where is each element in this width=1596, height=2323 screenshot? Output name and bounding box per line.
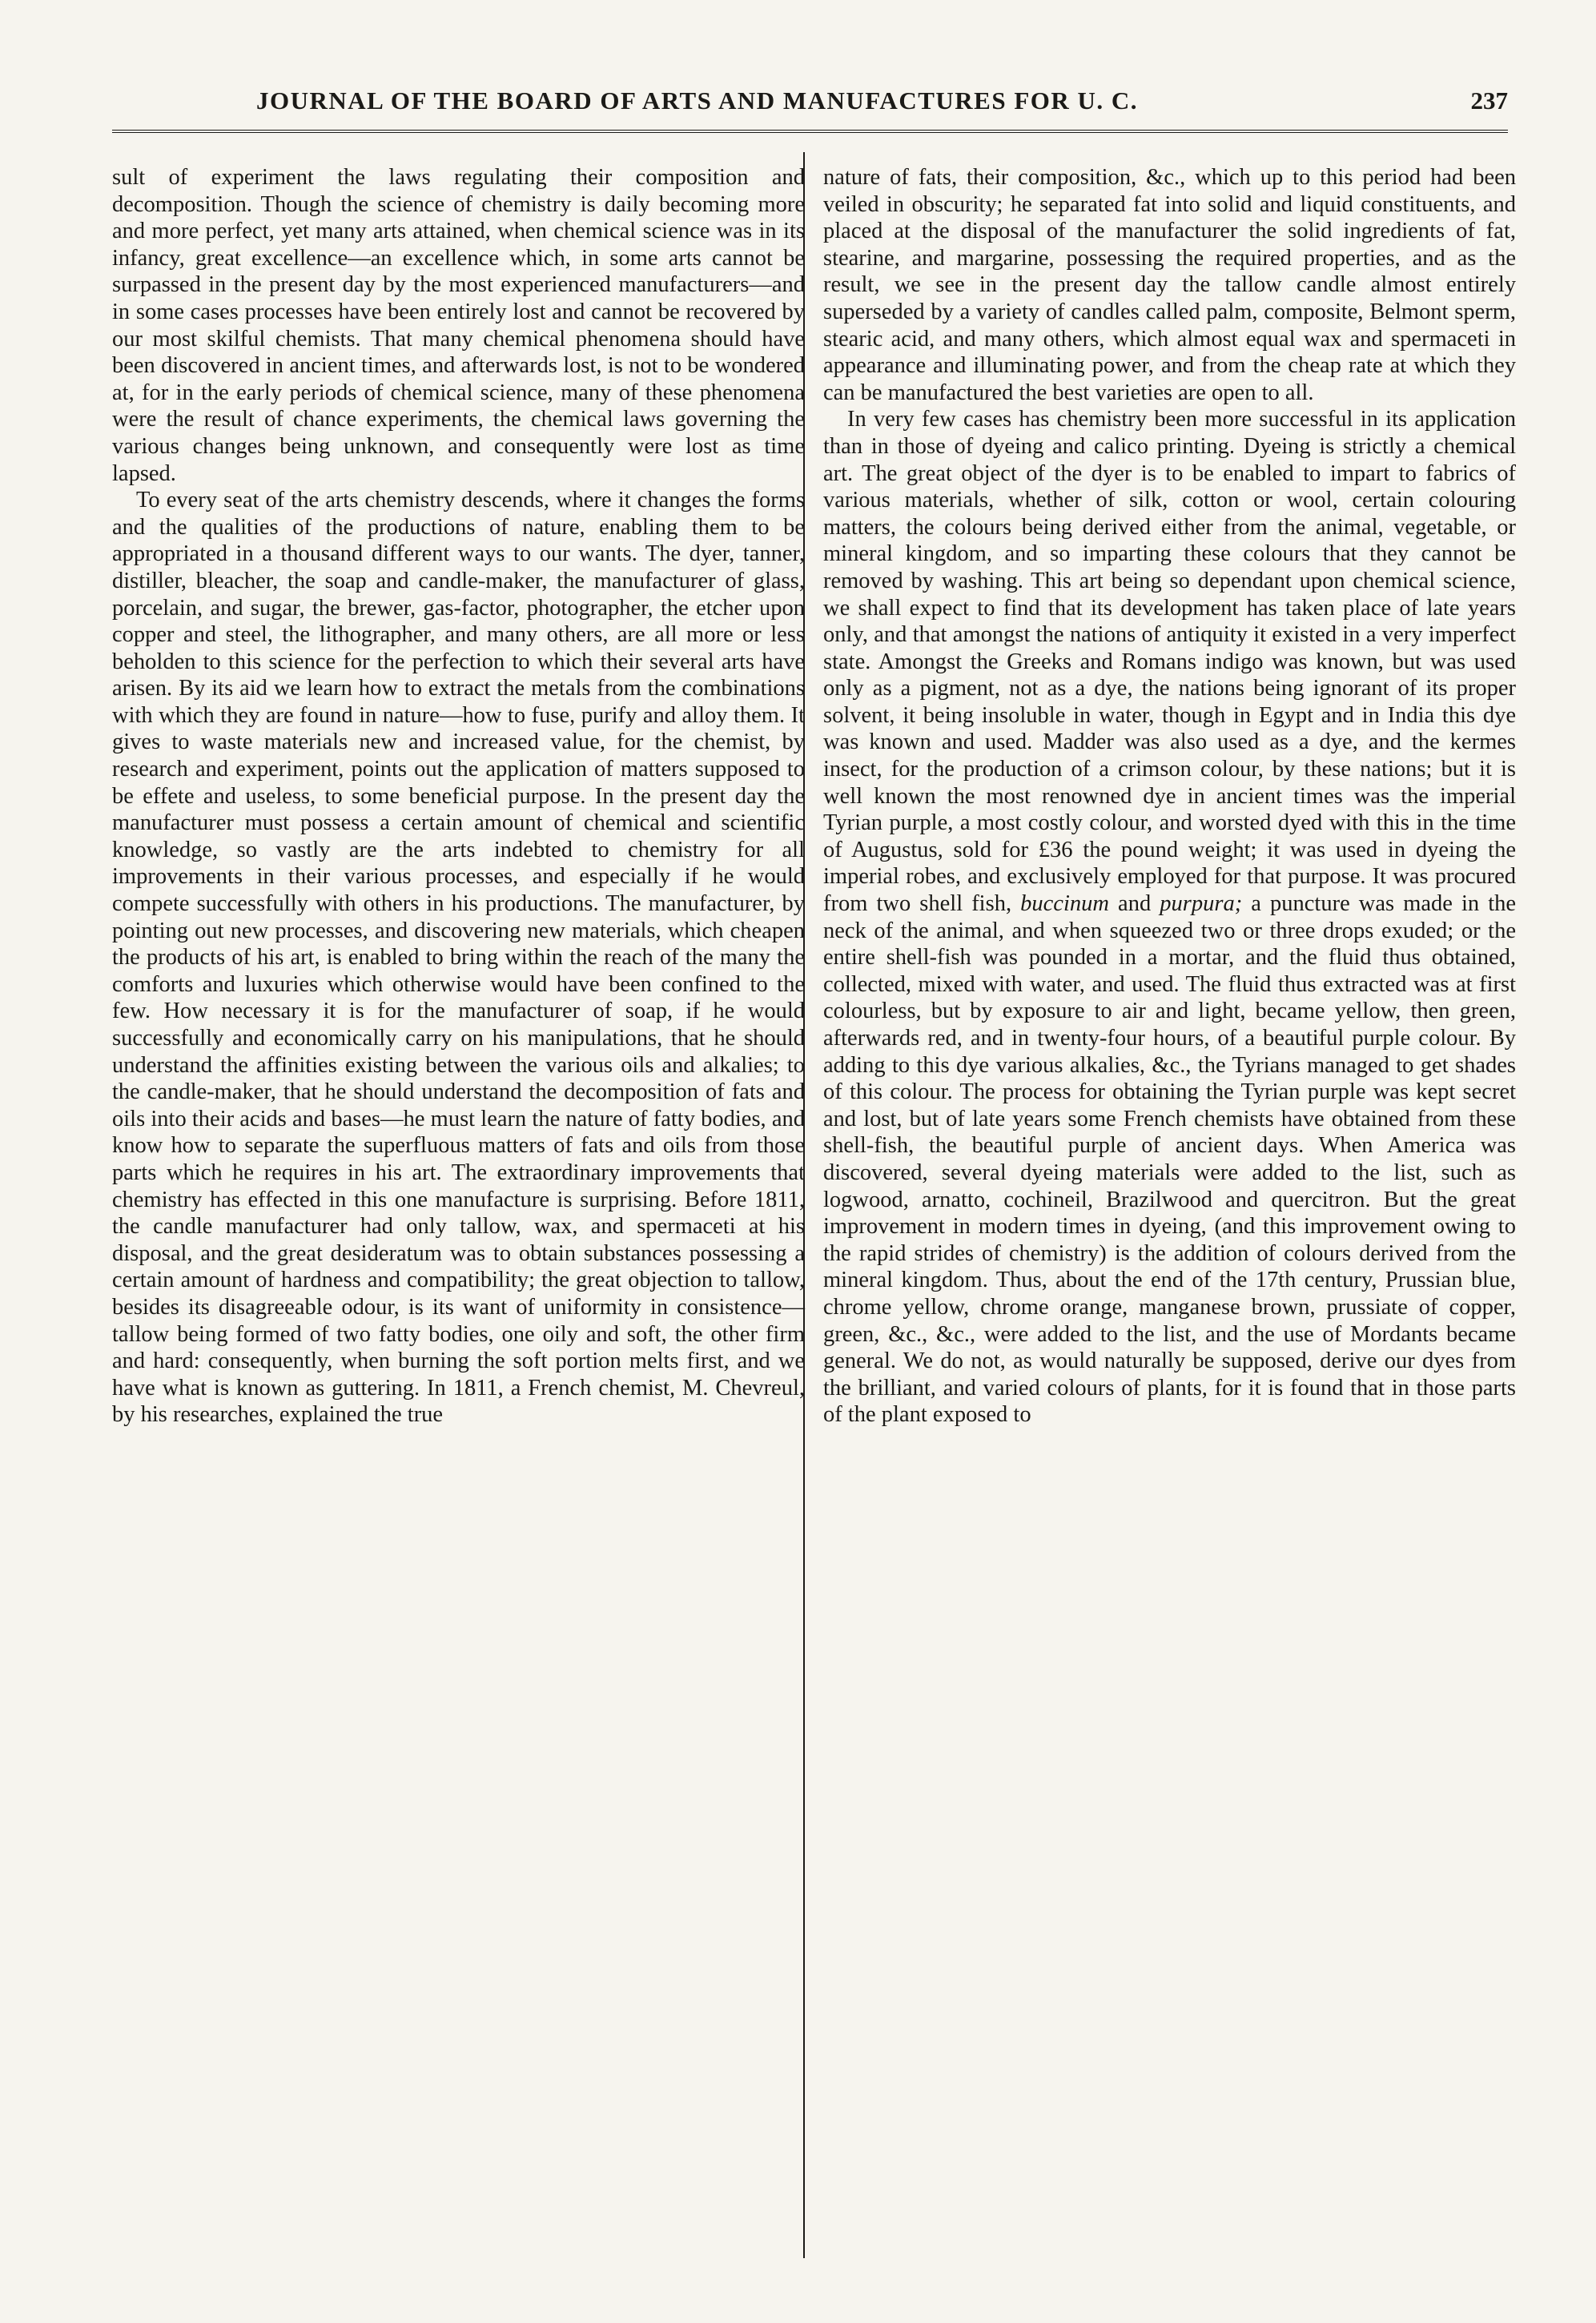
italic-term: buccinum bbox=[1020, 891, 1109, 917]
paragraph bbox=[823, 406, 1516, 1429]
right-column bbox=[823, 164, 1516, 1429]
page-header bbox=[112, 86, 1508, 127]
page-number: 237 bbox=[1470, 86, 1508, 115]
text-run: In very few cases has chemistry been more successful in its application than in those of dyeing and calico printing. Dyeing is strictly a chemical art. The great object of the dyer is to be enabled to impart to fabrics of various materials, whether of silk, cotton or wool, certain colouring matters, the colours being derived either from the animal, vegetable, or mineral kingdom, and so imparting these colours that they cannot be removed by washing. This art being so dependant upon chemical science, we shall expect to find that its development has taken place of late years only, and that amongst the nations of antiquity it existed in a very imperfect state. Amongst the Greeks and Romans indigo was known, but was used only as a pigment, not as a dye, the nations being ignorant of its proper solvent, it being insoluble in water, though in Egypt and in India this dye was known and used. Madder was also used as a dye, and the kermes insect, for the production of a crimson colour, by these nations; but it is well known the most renowned dye in ancient times was the imperial Tyrian purple, a most costly colour, and worsted dyed with this in the time of Augustus, sold for £36 the pound weight; it was used in dyeing the imperial robes, and exclusively employed for that purpose. It was procured from two shell fish, bbox=[823, 407, 1516, 917]
paragraph: sult of experiment the laws regulating their composition and decomposition. Though the science of chemistry is daily becoming more and more perfect, yet many arts attained, when chemical science was in its infancy, great excellence—an excellence which, in some arts cannot be surpassed in the present day by the most experienced manufacturers—and in some cases processes have been entirely lost and cannot be recovered by our most skilful chemists. That many chemical phenomena should have been discovered in ancient times, and afterwards lost, is not to be wondered at, for in the early periods of chemical science, many of these phenomena were the result of chance experiments, the chemical laws governing the various changes being unknown, and consequently were lost as time lapsed. bbox=[112, 165, 805, 486]
text-run: and bbox=[1118, 891, 1152, 917]
text-run: a puncture was made in the neck of the animal, and when squeezed two or three drops exuded; or the entire shell-fish was pounded in a mortar, and the fluid thus obtained, collected, mixed with water, and used. The fluid thus extracted was at first colourless, but by exposure to air and light, became yellow, then green, afterwards red, and in twenty-four hours, of a beautiful purple colour. By adding to this dye various alkalies, &c., the Tyrians managed to get shades of this colour. The process for obtaining the Tyrian purple was kept secret and lost, but of late years some French chemists have obtained from these shell-fish, the beautiful purple of ancient days. When America was discovered, several dyeing materials were added to the list, such as logwood, arnatto, cochineil, Brazilwood and quercitron. But the great improvement in modern times in dyeing, (and this improvement owing to the rapid strides of chemistry) is the addition of colours derived from the mineral kingdom. Thus, about the end of the 17th century, Prussian blue, chrome yellow, chrome orange, manganese brown, prussiate of copper, green, &c., &c., were added to the list, and the use of Mordants became general. We do not, as would naturally be supposed, derive our dyes from the brilliant, and varied colours of plants, for it is found that in those parts of the plant exposed to bbox=[823, 891, 1517, 1428]
paragraph: nature of fats, their composition, &c., which up to this period had been veiled in obscurity; he separated fat into solid and liquid constituents, and placed at the disposal of the manufacturer the solid ingredients of fat, stearine, and margarine, possessing the required properties, and as the result, we see in the present day the tallow candle almost entirely superseded by a variety of candles called palm, composite, Belmont sperm, stearic acid, and many others, which almost equal wax and spermaceti in appearance and illuminating power, and from the cheap rate at which they can be manufactured the best varieties are open to all. bbox=[823, 165, 1516, 405]
italic-term: purpura; bbox=[1160, 891, 1243, 917]
left-column bbox=[112, 164, 805, 1429]
header-rule bbox=[112, 130, 1508, 133]
column-divider bbox=[803, 152, 805, 2258]
running-title: JOURNAL OF THE BOARD OF ARTS AND MANUFACTURES FOR U. C. bbox=[256, 86, 1139, 115]
paragraph: To every seat of the arts chemistry descends, where it changes the forms and the qualities of the productions of nature, enabling them to be appropriated in a thousand different ways to our wants. The dyer, tanner, distiller, bleacher, the soap and candle-maker, the manufacturer of glass, porcelain, and sugar, the brewer, gas-factor, photographer, the etcher upon copper and steel, the lithographer, and many others, are all more or less beholden to this science for the perfection to which their several arts have arisen. By its aid we learn how to extract the metals from the combinations with which they are found in nature—how to fuse, purify and alloy them. It gives to waste materials new and increased value, for the chemist, by research and experiment, points out the application of matters supposed to be effete and useless, to some beneficial purpose. In the present day the manufacturer must possess a certain amount of chemical and scientific knowledge, so vastly are the arts indebted to chemistry for all improvements in their various processes, and especially if he would compete successfully with others in his productions. The manufacturer, by pointing out new processes, and discovering new materials, which cheapen the products of his art, is enabled to bring within the reach of the many the comforts and luxuries which otherwise would have been confined to the few. How necessary it is for the manufacturer of soap, if he would successfully and economically carry on his manipulations, that he should understand the affinities existing between the various oils and alkalies; to the candle-maker, that he should understand the decomposition of fats and oils into their acids and bases—he must learn the nature of fatty bodies, and know how to separate the superfluous matters of fats and oils from those parts which he requires in his art. The extraordinary improvements that chemistry has effected in this one manufacture is surprising. Before 1811, the candle manufacturer had only tallow, wax, and spermaceti at his disposal, and the great desideratum was to obtain substances possessing a certain amount of hardness and compatibility; the great objection to tallow, besides its disagreeable odour, is its want of uniformity in consistence—tallow being formed of two fatty bodies, one oily and soft, the other firm and hard: consequently, when burning the soft portion melts first, and we have what is known as guttering. In 1811, a French chemist, M. Chevreul, by his researches, explained the true bbox=[112, 488, 805, 1428]
